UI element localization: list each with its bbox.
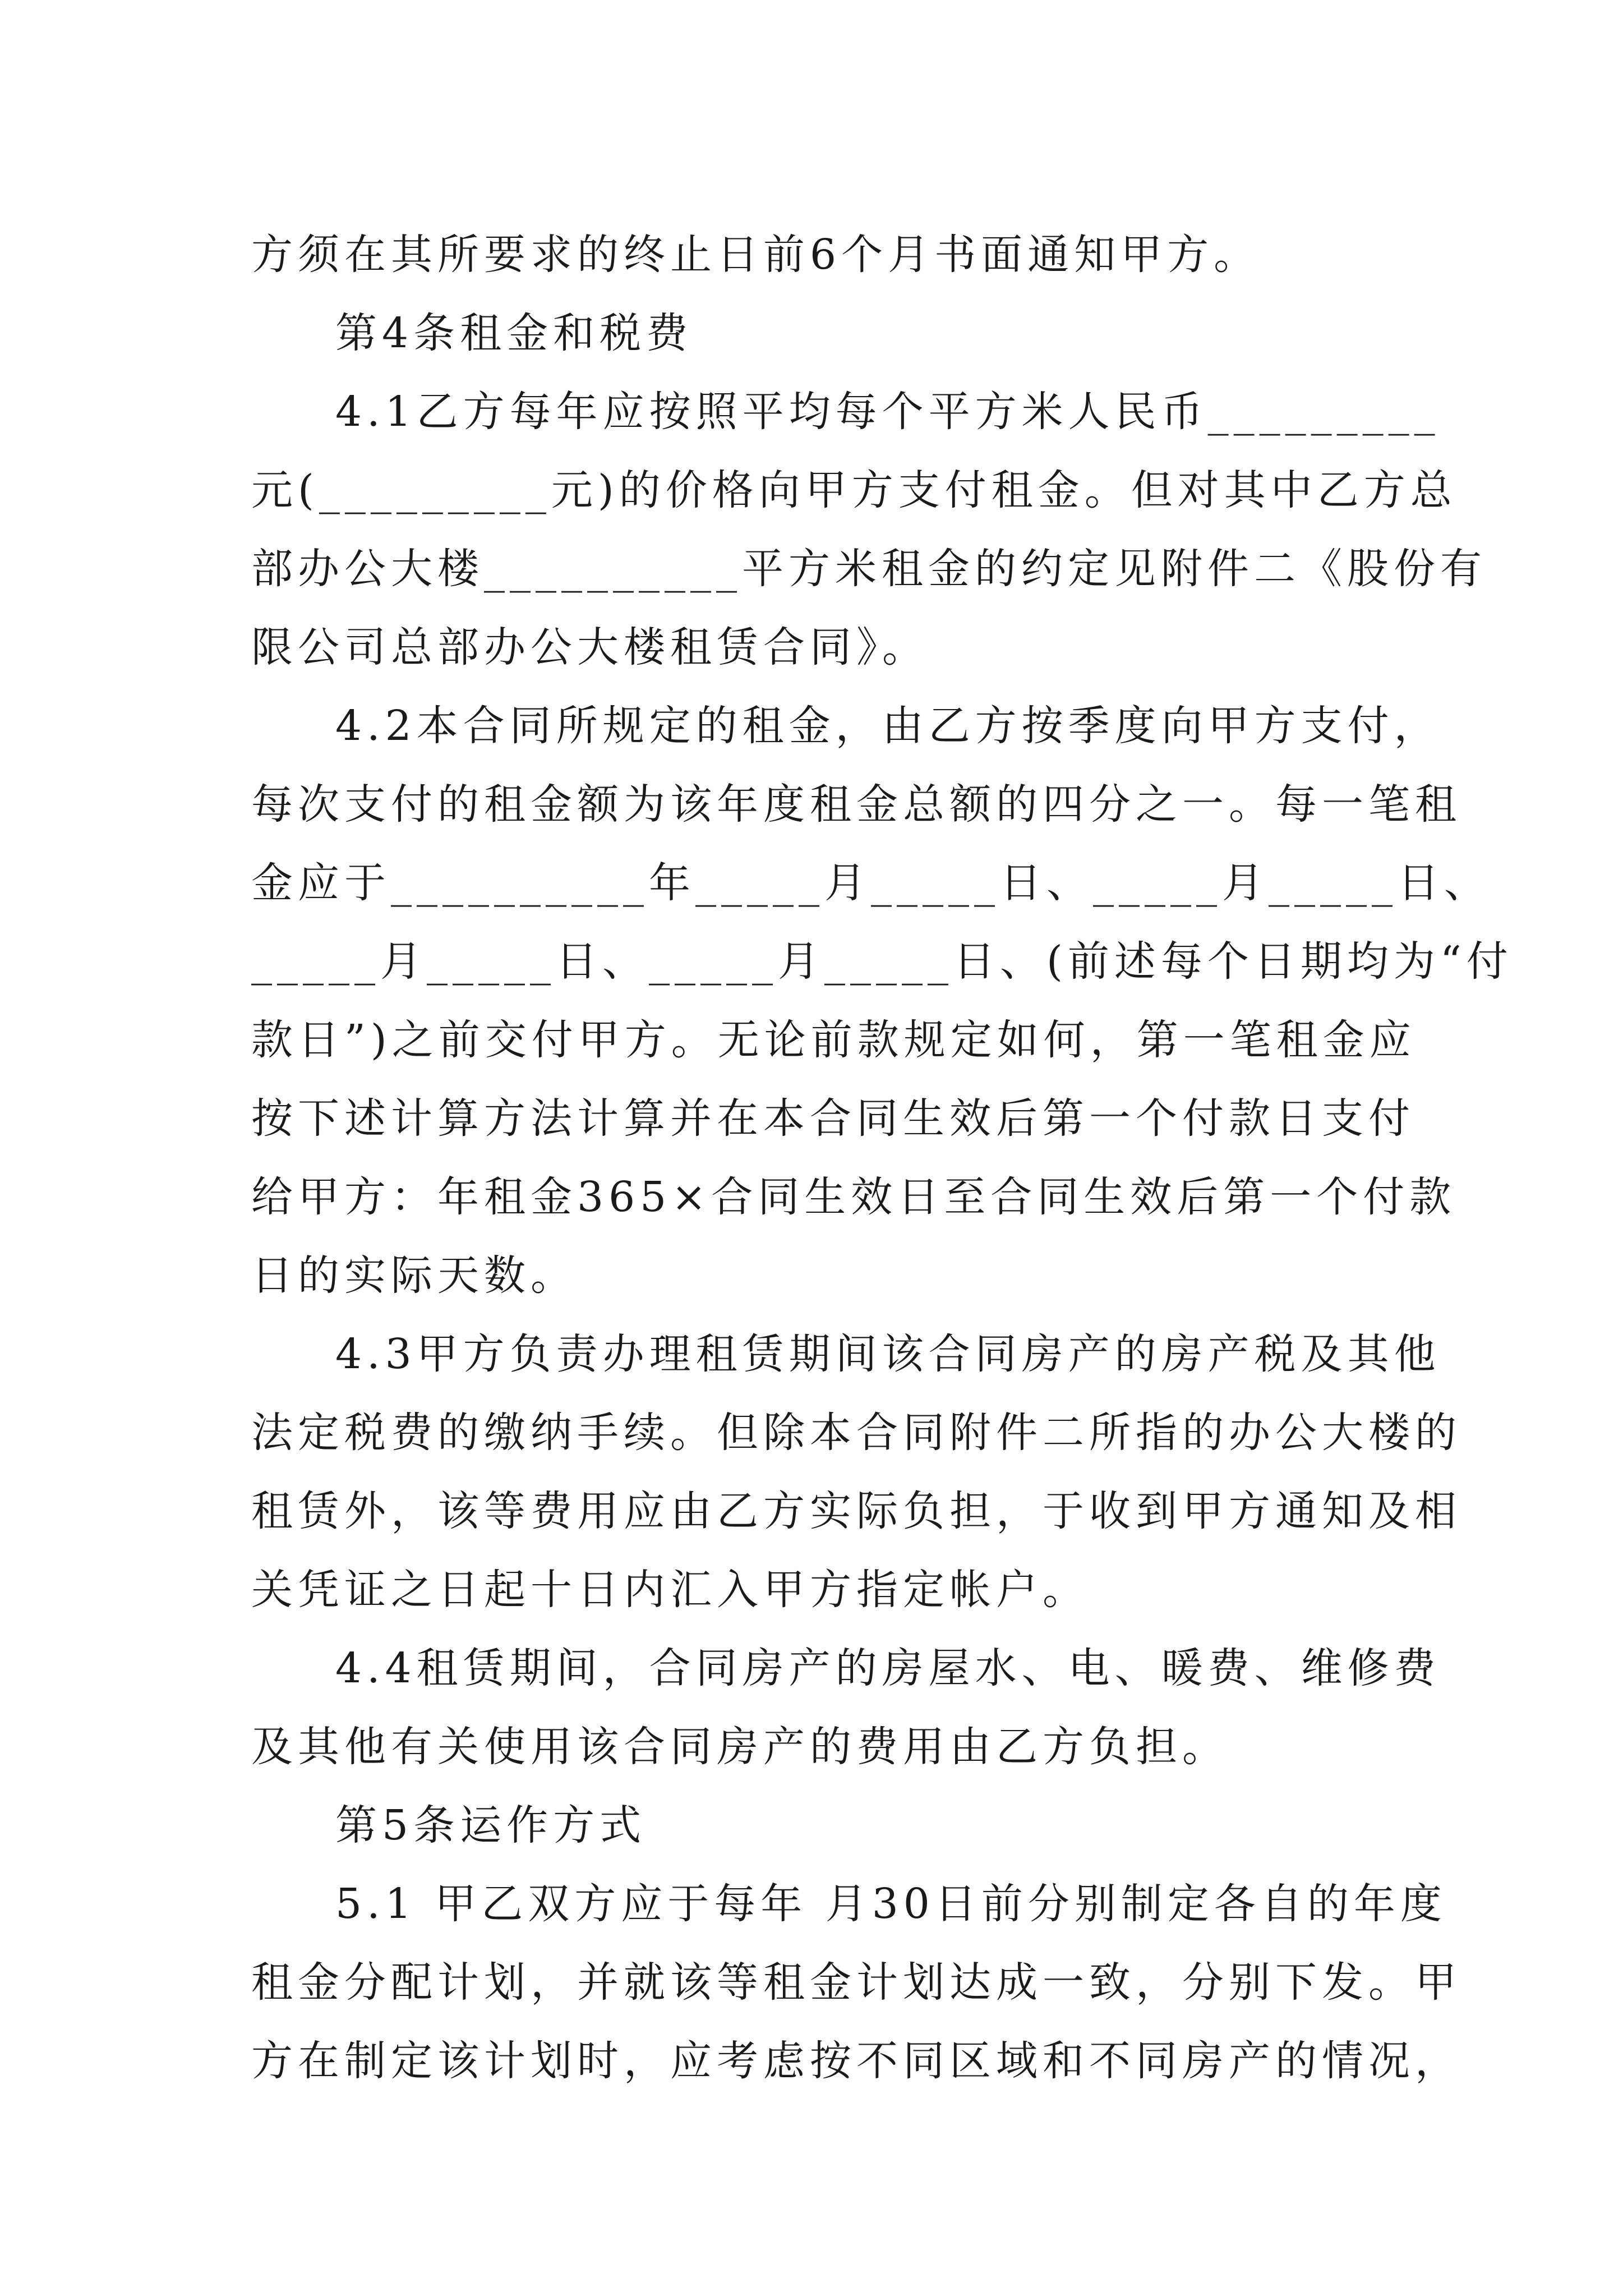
text-line: 日的实际天数。 — [251, 1251, 577, 1300]
document-page — [251, 215, 1513, 2100]
text-line: 4.4租赁期间，合同房产的房屋水、电、暖费、维修费 — [335, 1644, 1441, 1692]
text-line: 租赁外，该等费用应由乙方实际负担，于收到甲方通知及相 — [251, 1487, 1461, 1535]
text-line: 法定税费的缴纳手续。但除本合同附件二所指的办公大楼的 — [251, 1409, 1461, 1457]
text-line: 及其他有关使用该合同房产的费用由乙方负担。 — [251, 1723, 1229, 1771]
text-line: 每次支付的租金额为该年度租金总额的四分之一。每一笔租 — [251, 780, 1461, 829]
text-line: 租金分配计划，并就该等租金计划达成一致，分别下发。甲 — [251, 1958, 1461, 2007]
section-heading: 第5条运作方式 — [335, 1801, 647, 1849]
text-line: 限公司总部办公大楼租赁合同》。 — [251, 623, 929, 671]
text-line: 4.1乙方每年应按照平均每个平方米人民币_________ — [335, 388, 1440, 436]
text-line: 给甲方：年租金365×合同生效日至合同生效后第一个付款 — [251, 1173, 1456, 1221]
section-heading: 第4条租金和税费 — [335, 309, 693, 357]
text-line: 金应于__________年_____月_____日、_____月_____日、 — [251, 859, 1491, 907]
text-line: 4.2本合同所规定的租金，由乙方按季度向甲方支付， — [335, 702, 1441, 750]
text-line: 部办公大楼__________平方米租金的约定见附件二《股份有 — [251, 545, 1487, 593]
text-line: _____月_____日、_____月_____日、(前述每个日期均为“付 — [251, 937, 1513, 986]
text-line: 款日”)之前交付甲方。无论前款规定如何，第一笔租金应 — [251, 1016, 1416, 1064]
text-line: 方须在其所要求的终止日前6个月书面通知甲方。 — [251, 231, 1261, 279]
text-line: 按下述计算方法计算并在本合同生效后第一个付款日支付 — [251, 1094, 1415, 1143]
text-line: 方在制定该计划时，应考虑按不同区域和不同房产的情况， — [251, 2037, 1461, 2085]
text-line: 元(_________元)的价格向甲方支付租金。但对其中乙方总 — [251, 466, 1457, 514]
text-line: 5.1 甲乙双方应于每年 月30日前分别制定各自的年度 — [335, 1880, 1447, 1928]
text-line: 关凭证之日起十日内汇入甲方指定帐户。 — [251, 1566, 1089, 1614]
text-line: 4.3甲方负责办理租赁期间该合同房产的房产税及其他 — [335, 1330, 1441, 1378]
